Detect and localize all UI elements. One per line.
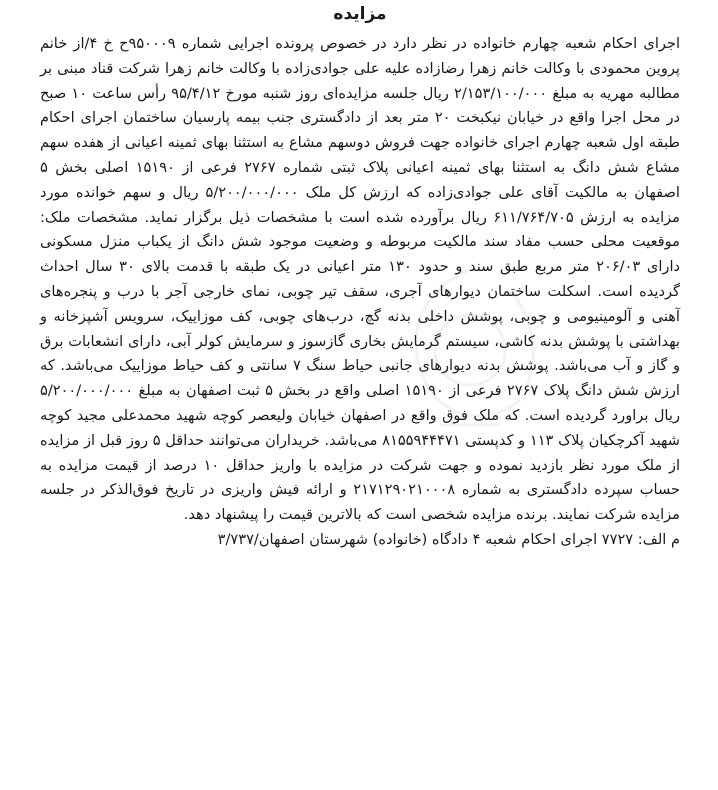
- notice-title: مزایده: [333, 4, 387, 24]
- notice-body: اجرای احکام شعبه چهارم خانواده در نظر دارد در خصوص پرونده اجرایی شماره ۹۵۰۰۰۹ح خ ۴/از خانم پروین محمودی با وکالت خانم زهرا رضازاده علیه علی جوادی‌زاده با وکالت خانم زهرا شرکت قناد مبنی بر مطالبه مهریه به مبلغ ۲/۱۵۳/۱۰۰/۰۰۰ ریال جلسه مزایده‌ای روز شنبه مورخ ۹۵/۴/۱۲ رأس ساعت ۱۰ صبح در محل اجرا واقع در خیابان نیکبخت ۲۰ متر بعد از دادگستری جنب بیمه پارسیان ساختمان اجرای احکام طبقه اول شعبه چهارم اجرای خانواده جهت فروش دوسهم مشاع به استثنا بهای ثمینه اعیانی از هفده سهم مشاع شش دانگ به استثنا بهای ثمینه اعیانی پلاک ثبتی شماره ۲۷۶۷ فرعی از ۱۵۱۹۰ اصلی بخش ۵ اصفهان به مالکیت آقای علی جوادی‌زاده که ارزش کل ملک ۵/۲۰۰/۰۰۰/۰۰۰ ریال و سهم خوانده مورد مزایده به ارزش ۶۱۱/۷۶۴/۷۰۵ ریال برآورده شده است با مشخصات ذیل برگزار نماید. مشخصات ملک: موقعیت محلی حسب مفاد سند مالکیت مربوطه و وضعیت موجود شش دانگ از یکباب منزل مسکونی دارای ۲۰۶/۰۳ متر مربع طبق سند و حدود ۱۳۰ متر اعیانی در یک طبقه با قدمت بالای ۳۰ سال احداث گردیده است. اسکلت ساختمان دیوارهای آجری، سقف تیر چوبی، نمای خارجی آجر با درب و پنجره‌های آهنی و آلومینیومی و چوبی، پوشش داخلی بدنه گچ، درب‌های چوبی، کف موزاییک، سرویس آشپزخانه و بهداشتی با پوشش بدنه کاشی، سیستم گرمایش بخاری گازسوز و سرمایش کولر آبی، دارای انشعابات برق و گاز و آب می‌باشد. پوشش بدنه دیوارهای جانبی حیاط سنگ ۷ سانتی و کف حیاط موزاییک می‌باشد. که ارزش شش دانگ پلاک ۲۷۶۷ فرعی از ۱۵۱۹۰ اصلی واقع در بخش ۵ ثبت اصفهان به مبلغ ۵/۲۰۰/۰۰۰/۰۰۰ ریال براورد گردیده است. که ملک فوق واقع در اصفهان خیابان ولیعصر کوچه شهید محمدعلی مجید کوچه شهید آکرچکیان پلاک ۱۱۳ و کدپستی ۸۱۵۵۹۴۴۴۷۱ می‌باشد. خریداران می‌توانند حداقل ۵ روز قبل از مزایده از ملک مورد نظر بازدید نموده و جهت شرکت در مزایده با واریز حداقل ۱۰ درصد از قیمت مزایده به حساب سپرده دادگستری به شماره ۲۱۷۱۲۹۰۲۱۰۰۰۸ و ارائه فیش واریزی در تاریخ فوق‌الذکر در جلسه مزایده شرکت نمایند. برنده مزایده شخصی است که بالاترین قیمت را پیشنهاد دهد.: [40, 35, 681, 524]
- notice-footer: م الف: ۷۷۲۷ اجرای احکام شعبه ۴ دادگاه (خانواده) شهرستان اصفهان/۳/۷۳۷: [217, 530, 680, 548]
- auction-notice: [40, 2, 680, 553]
